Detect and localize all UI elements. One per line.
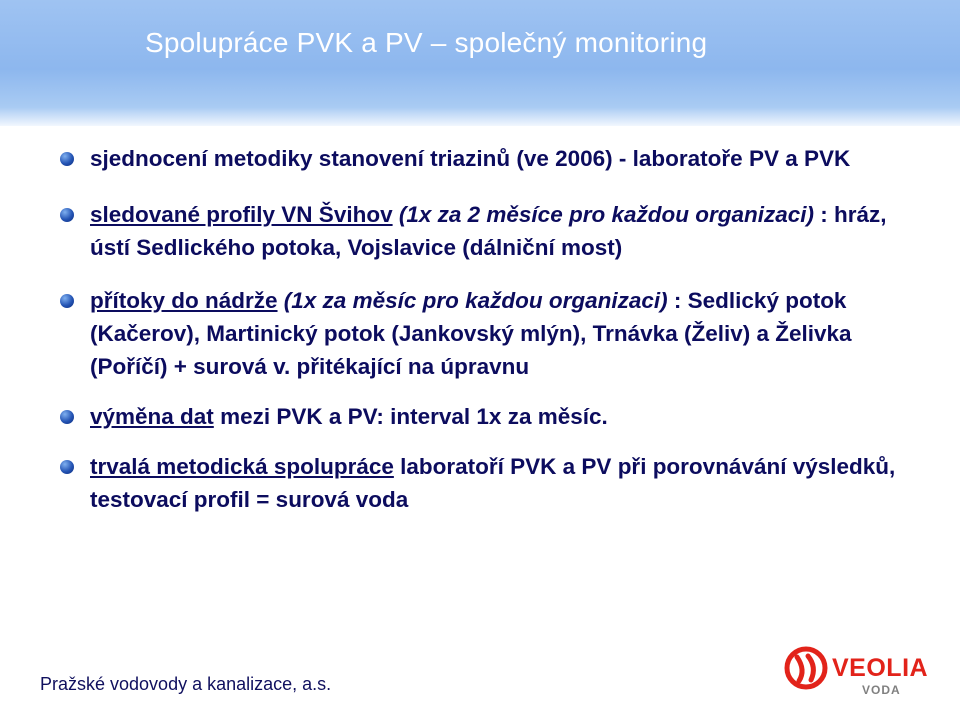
bullet-underlined-text: výměna dat (90, 404, 214, 429)
bullet-icon (60, 460, 74, 474)
bullet-list (60, 142, 920, 516)
veolia-logo-icon (784, 646, 828, 690)
bullet-underlined-text: trvalá metodická spolupráce (90, 454, 394, 479)
bullet-text: laboratoří PVK a PV při porovnávání výsledků, testovací profil = surová voda (90, 454, 896, 512)
bullet-italic-text: (1x za 2 měsíce pro každou organizaci) (392, 202, 814, 227)
bullet-item (60, 142, 920, 175)
bullet-icon (60, 294, 74, 308)
veolia-logo (784, 646, 934, 702)
bullet-text: mezi PVK a PV: interval 1x za měsíc. (213, 404, 608, 429)
bullet-italic-text: (1x za měsíc pro každou organizaci) (277, 288, 668, 313)
bullet-icon (60, 152, 74, 166)
logo-sub: VODA (862, 683, 901, 697)
bullet-item (60, 198, 920, 264)
title-bar (0, 0, 960, 126)
slide-title: Spolupráce PVK a PV – společný monitoring (145, 27, 708, 58)
bullet-item (60, 400, 920, 433)
bullet-icon (60, 410, 74, 424)
bullet-item (60, 284, 920, 383)
bullet-underlined-text: přítoky do nádrže (90, 288, 278, 313)
footer-organization: Pražské vodovody a kanalizace, a.s. (40, 674, 332, 694)
logo-name: VEOLIA (832, 654, 929, 682)
bullet-text: sjednocení metodiky stanovení triazinů (ve 2006) - laboratoře PV a PVK (90, 146, 851, 171)
bullet-icon (60, 208, 74, 222)
bullet-item (60, 450, 920, 516)
bullet-underlined-text: sledované profily VN Švihov (90, 202, 393, 227)
bullet-text: : Sedlický potok (Kačerov), Martinický potok (Jankovský mlýn), Trnávka (Želiv) a Želivka (Poříčí) + surová v. přitékající na úpravnu (90, 288, 852, 379)
bullet-text: : hráz, ústí Sedlického potoka, Vojslavice (dálniční most) (90, 202, 887, 260)
